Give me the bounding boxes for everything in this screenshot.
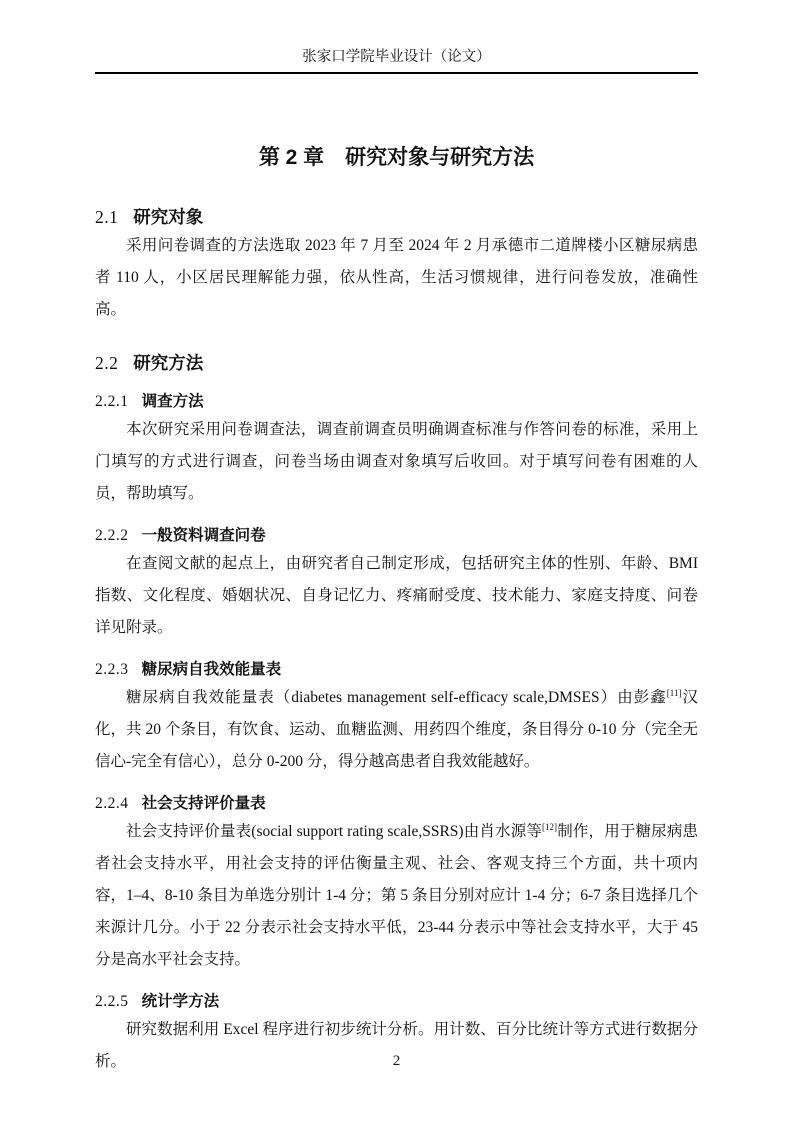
citation-reference: [11] <box>666 687 682 698</box>
section-number: 2.2.1 <box>95 393 129 410</box>
section-title: 一般资料调查问卷 <box>141 527 266 544</box>
section-title: 研究对象 <box>133 207 204 227</box>
page-header <box>95 48 698 74</box>
document-section <box>95 390 698 510</box>
section-heading <box>95 658 698 682</box>
body-paragraph: 在查阅文献的起点上，由研究者自己制定形成，包括研究主体的性别、年龄、BMI 指数、文化程度、婚姻状况、自身记忆力、疼痛耐受度、技术能力、家庭支持度、问卷详见附录。 <box>95 555 698 636</box>
section-heading <box>95 350 698 376</box>
document-body <box>95 204 698 1078</box>
section-number: 2.2.2 <box>95 527 129 544</box>
document-section <box>95 792 698 976</box>
document-section <box>95 658 698 778</box>
section-title: 调查方法 <box>141 393 204 410</box>
document-section <box>95 524 698 644</box>
running-header-title: 张家口学院毕业设计（论文） <box>302 49 491 65</box>
section-number: 2.2.5 <box>95 993 129 1010</box>
section-number: 2.2.3 <box>95 661 129 678</box>
section-heading <box>95 990 698 1014</box>
body-paragraph: 本次研究采用问卷调查法，调查前调查员明确调查标准与作答问卷的标准，采用上门填写的方式进行调查，问卷当场由调查对象填写后收回。对于填写问卷有困难的人员，帮助填写。 <box>95 421 698 502</box>
section-title: 糖尿病自我效能量表 <box>141 661 282 678</box>
section-title: 社会支持评价量表 <box>141 795 266 812</box>
body-paragraph: 研究数据利用 Excel 程序进行初步统计分析。用计数、百分比统计等方式进行数据分析。 <box>95 1021 698 1070</box>
body-paragraph: 社会支持评价量表(social support rating scale,SSRS)由肖水源等[12]制作，用于糖尿病患者社会支持水平，用社会支持的评估衡量主观、社会、客观支持三个方面，共十项内容，1–4、8-10 条目为单选分别计 1-4 分；第 5 条目分别对应计 1-4 分；6-7 条目选择几个来源计几分。小于 22 分表示社会支持水平低，23-44 分表示中等社会支持水平，大于 45 分是高水平社会支持。 <box>95 821 698 968</box>
document-section <box>95 350 698 376</box>
section-number: 2.2.4 <box>95 795 129 812</box>
page-footer <box>0 1053 793 1070</box>
section-heading <box>95 792 698 816</box>
document-section <box>95 204 698 326</box>
section-title: 统计学方法 <box>141 993 220 1010</box>
citation-reference: [12] <box>542 821 558 832</box>
section-number: 2.2 <box>95 353 119 373</box>
section-heading <box>95 204 698 230</box>
page-number: 2 <box>392 1053 401 1069</box>
section-heading <box>95 524 698 548</box>
section-heading <box>95 390 698 414</box>
header-divider <box>95 72 698 74</box>
body-paragraph: 采用问卷调查的方法选取 2023 年 7 月至 2024 年 2 月承德市二道牌楼小区糖尿病患者 110 人，小区居民理解能力强，依从性高，生活习惯规律，进行问卷发放，准确性高。 <box>95 237 698 318</box>
body-paragraph: 糖尿病自我效能量表（diabetes management self-efficacy scale,DMSES）由彭鑫[11]汉化，共 20 个条目，有饮食、运动、血糖监测、用药四个维度，条目得分 0-10 分（完全无信心-完全有信心），总分 0-200 分，得分越高患者自我效能越好。 <box>95 687 698 770</box>
section-number: 2.1 <box>95 207 119 227</box>
chapter-title: 第 2 章 研究对象与研究方法 <box>258 146 535 169</box>
section-title: 研究方法 <box>133 353 204 373</box>
